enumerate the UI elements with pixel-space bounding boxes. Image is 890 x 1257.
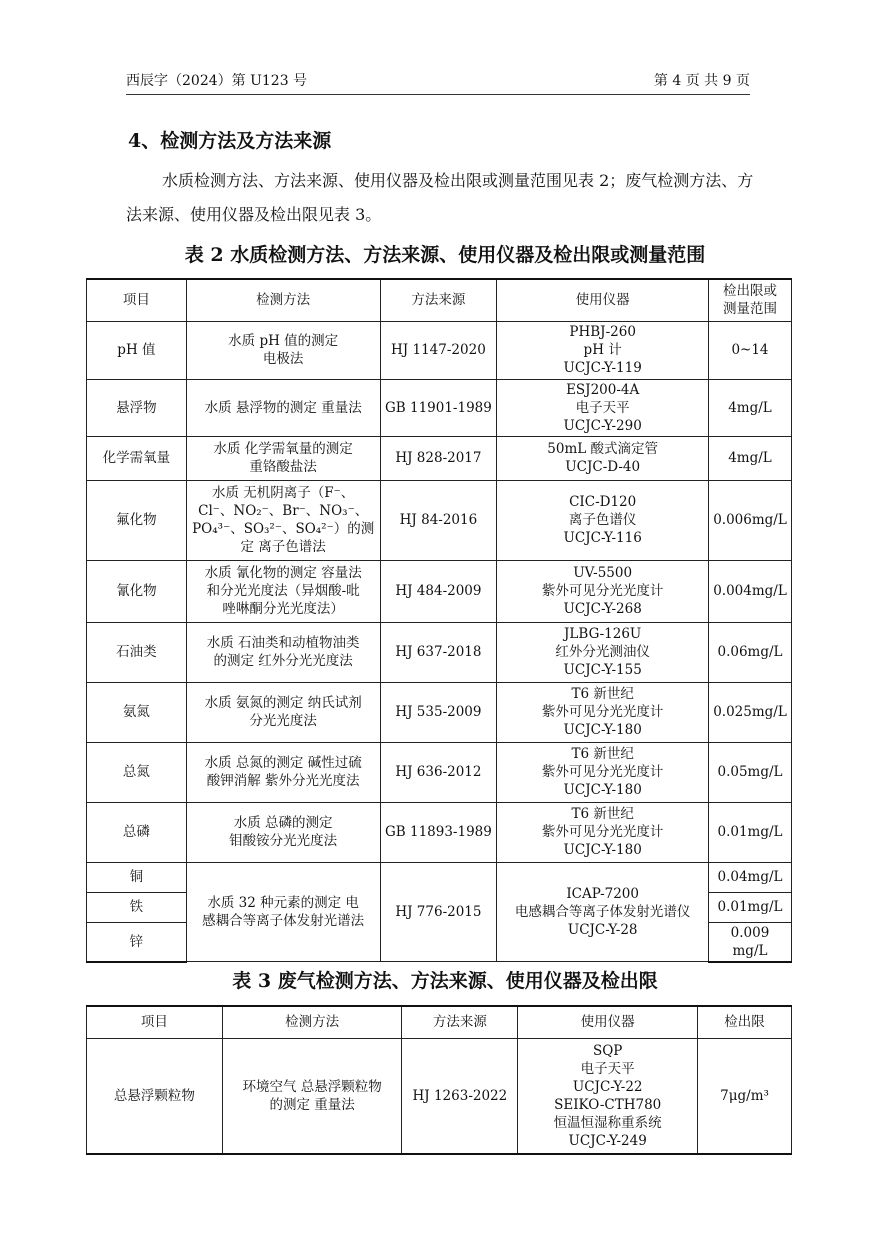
- cell-limit: 0.004mg/L: [708, 560, 791, 622]
- cell-source: HJ 484-2009: [380, 560, 497, 622]
- cell-source: HJ 636-2012: [380, 742, 497, 802]
- table3-caption: 表 3 废气检测方法、方法来源、使用仪器及检出限: [232, 970, 658, 992]
- cell-method: 环境空气 总悬浮颗粒物 的测定 重量法: [222, 1038, 402, 1154]
- cell-method: 水质 氰化物的测定 容量法 和分光光度法（异烟酸-吡 唑啉酮分光光度法）: [186, 560, 380, 622]
- table-row: [87, 480, 792, 560]
- table-row: [87, 1038, 792, 1154]
- cell-limit: 7μg/m³: [698, 1038, 792, 1154]
- cell-instrument: 50mL 酸式滴定管 UCJC-D-40: [497, 436, 709, 480]
- cell-method: 水质 总氮的测定 碱性过硫 酸钾消解 紫外分光光度法: [186, 742, 380, 802]
- header-instrument: 使用仪器: [518, 1006, 698, 1038]
- cell-source: HJ 828-2017: [380, 436, 497, 480]
- header-source: 方法来源: [402, 1006, 518, 1038]
- cell-instrument: UV-5500 紫外可见分光光度计 UCJC-Y-268: [497, 560, 709, 622]
- table-header-row: [87, 279, 792, 321]
- cell-limit: 0.01mg/L: [708, 802, 791, 862]
- table-row: [87, 560, 792, 622]
- cell-method: 水质 悬浮物的测定 重量法: [186, 379, 380, 436]
- table-header-row: [87, 1006, 792, 1038]
- cell-instrument: CIC-D120 离子色谱仪 UCJC-Y-116: [497, 480, 709, 560]
- table-row: [87, 436, 792, 480]
- header-item: 项目: [87, 1006, 223, 1038]
- cell-instrument: ICAP-7200 电感耦合等离子体发射光谱仪 UCJC-Y-28: [497, 862, 709, 962]
- water-methods-table: [86, 278, 792, 963]
- table-row: [87, 742, 792, 802]
- table-row: [87, 682, 792, 742]
- cell-limit: 0.006mg/L: [708, 480, 791, 560]
- cell-item: 氟化物: [87, 480, 187, 560]
- cell-source: HJ 637-2018: [380, 622, 497, 682]
- section-title: 4、检测方法及方法来源: [128, 130, 332, 152]
- cell-item: 总磷: [87, 802, 187, 862]
- cell-item: 悬浮物: [87, 379, 187, 436]
- header-instrument: 使用仪器: [497, 279, 709, 321]
- cell-limit: 0.05mg/L: [708, 742, 791, 802]
- cell-method: 水质 32 种元素的测定 电 感耦合等离子体发射光谱法: [186, 862, 380, 962]
- cell-method: 水质 无机阴离子（F⁻、 Cl⁻、NO₂⁻、Br⁻、NO₃⁻、 PO₄³⁻、SO₃²⁻、SO₄²⁻）的测 定 离子色谱法: [186, 480, 380, 560]
- cell-item: pH 值: [87, 321, 187, 379]
- cell-item-zinc: 锌: [87, 922, 187, 962]
- cell-instrument: T6 新世纪 紫外可见分光光度计 UCJC-Y-180: [497, 682, 709, 742]
- cell-method: 水质 总磷的测定 钼酸铵分光光度法: [186, 802, 380, 862]
- cell-item: 氨氮: [87, 682, 187, 742]
- cell-limit-zinc: 0.009 mg/L: [708, 922, 791, 962]
- header-method: 检测方法: [186, 279, 380, 321]
- table-row: [87, 622, 792, 682]
- header-limit: 检出限或 测量范围: [708, 279, 791, 321]
- cell-source: HJ 1147-2020: [380, 321, 497, 379]
- table-row: [87, 321, 792, 379]
- cell-item: 氰化物: [87, 560, 187, 622]
- cell-instrument: T6 新世纪 紫外可见分光光度计 UCJC-Y-180: [497, 742, 709, 802]
- cell-item: 总悬浮颗粒物: [87, 1038, 223, 1154]
- document-number: 西辰字（2024）第 U123 号: [126, 73, 308, 89]
- cell-method: 水质 石油类和动植物油类 的测定 红外分光光度法: [186, 622, 380, 682]
- cell-source: HJ 535-2009: [380, 682, 497, 742]
- header-method: 检测方法: [222, 1006, 402, 1038]
- page-number: 第 4 页 共 9 页: [653, 73, 750, 89]
- cell-source: GB 11893-1989: [380, 802, 497, 862]
- cell-item: 化学需氧量: [87, 436, 187, 480]
- header-limit: 检出限: [698, 1006, 792, 1038]
- cell-limit: 0.025mg/L: [708, 682, 791, 742]
- cell-limit: 4mg/L: [708, 436, 791, 480]
- cell-method: 水质 氨氮的测定 纳氏试剂 分光光度法: [186, 682, 380, 742]
- table-row: [87, 379, 792, 436]
- cell-instrument: JLBG-126U 红外分光测油仪 UCJC-Y-155: [497, 622, 709, 682]
- cell-method: 水质 pH 值的测定 电极法: [186, 321, 380, 379]
- cell-method: 水质 化学需氧量的测定 重铬酸盐法: [186, 436, 380, 480]
- cell-item-copper: 铜: [87, 862, 187, 892]
- cell-instrument: PHBJ-260 pH 计 UCJC-Y-119: [497, 321, 709, 379]
- cell-item: 总氮: [87, 742, 187, 802]
- cell-source: GB 11901-1989: [380, 379, 497, 436]
- cell-item-iron: 铁: [87, 892, 187, 922]
- cell-source: HJ 84-2016: [380, 480, 497, 560]
- cell-limit: 0~14: [708, 321, 791, 379]
- cell-instrument: SQP 电子天平 UCJC-Y-22 SEIKO-CTH780 恒温恒湿称重系统 UCJC-Y-249: [518, 1038, 698, 1154]
- cell-limit-iron: 0.01mg/L: [708, 892, 791, 922]
- cell-item: 石油类: [87, 622, 187, 682]
- cell-limit-copper: 0.04mg/L: [708, 862, 791, 892]
- header-item: 项目: [87, 279, 187, 321]
- cell-source: HJ 1263-2022: [402, 1038, 518, 1154]
- cell-instrument: T6 新世纪 紫外可见分光光度计 UCJC-Y-180: [497, 802, 709, 862]
- cell-source: HJ 776-2015: [380, 862, 497, 962]
- page-header: [126, 70, 750, 95]
- gas-methods-table: [86, 1005, 792, 1155]
- header-source: 方法来源: [380, 279, 497, 321]
- cell-limit: 4mg/L: [708, 379, 791, 436]
- intro-paragraph: 水质检测方法、方法来源、使用仪器及检出限或测量范围见表 2；废气检测方法、方法来源、使用仪器及检出限见表 3。: [126, 171, 754, 224]
- table2-caption: 表 2 水质检测方法、方法来源、使用仪器及检出限或测量范围: [184, 244, 706, 266]
- cell-limit: 0.06mg/L: [708, 622, 791, 682]
- cell-instrument: ESJ200-4A 电子天平 UCJC-Y-290: [497, 379, 709, 436]
- table-row: [87, 862, 792, 892]
- table-row: [87, 802, 792, 862]
